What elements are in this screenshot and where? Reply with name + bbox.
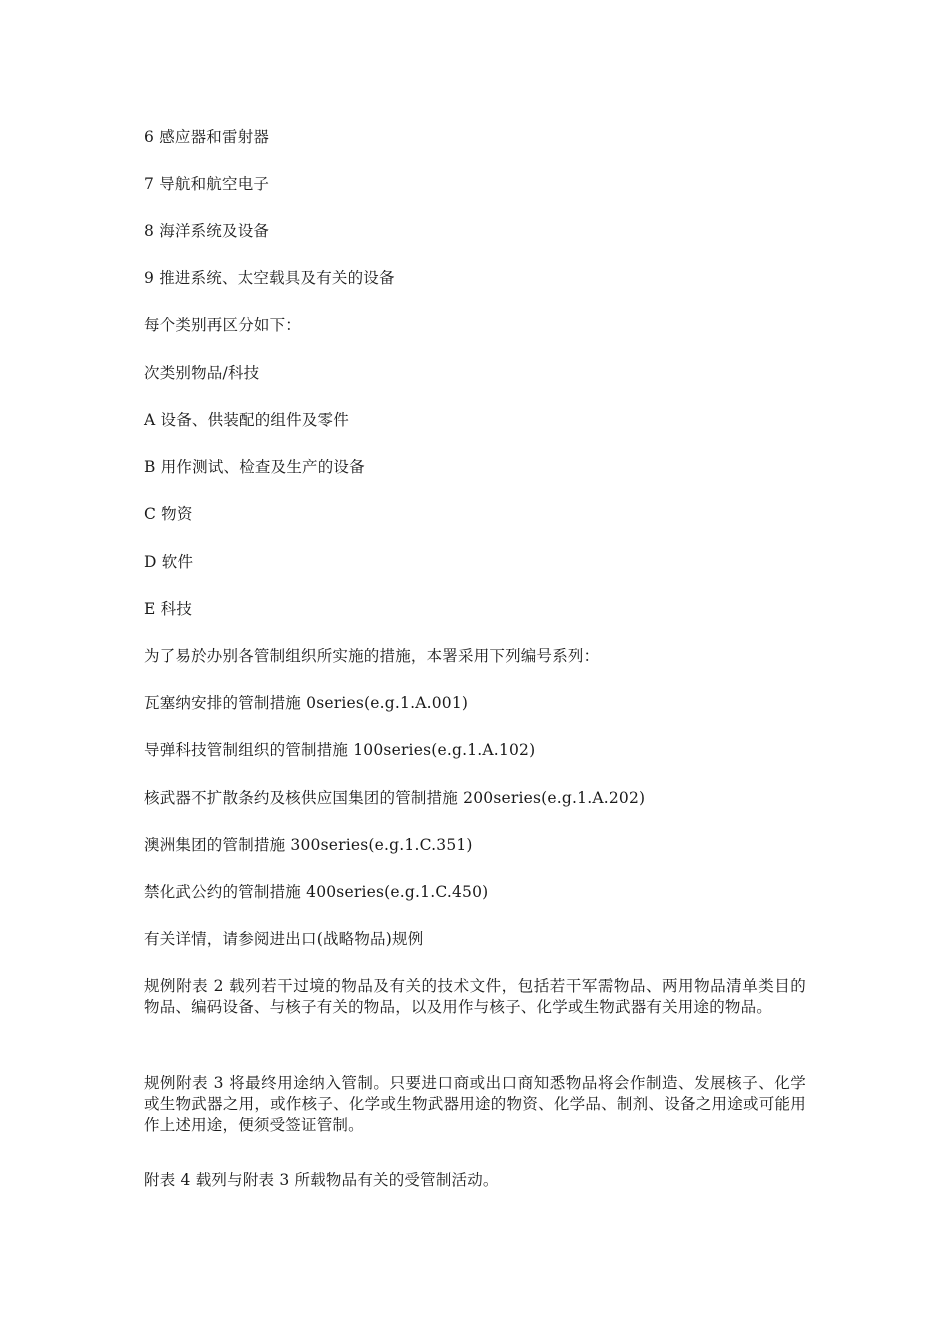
text-line: 有关详情，请参阅进出口(战略物品)规例 xyxy=(144,930,424,948)
text-line: 澳洲集团的管制措施 300series(e.g.1.C.351) xyxy=(144,836,473,854)
text-line: 禁化武公约的管制措施 400series(e.g.1.C.450) xyxy=(144,883,489,901)
paragraph-schedule-2: 规例附表 2 载列若干过境的物品及有关的技术文件，包括若干军需物品、两用物品清单类目的物品、编码设备、与核子有关的物品，以及用作与核子、化学或生物武器有关用途的物品。 xyxy=(144,977,806,1016)
text-line: B 用作测试、检查及生产的设备 xyxy=(144,458,365,476)
text-line: 次类别物品/科技 xyxy=(144,364,260,382)
text-line: 瓦塞纳安排的管制措施 0series(e.g.1.A.001) xyxy=(144,694,469,712)
text-line: C 物资 xyxy=(144,505,193,523)
text-line: 核武器不扩散条约及核供应国集团的管制措施 200series(e.g.1.A.202) xyxy=(144,789,646,807)
paragraph-schedule-3: 规例附表 3 将最终用途纳入管制。只要进口商或出口商知悉物品将会作制造、发展核子、化学或生物武器之用，或作核子、化学或生物武器用途的物资、化学品、制剂、设备之用途或可能用作上述用途，便须受签证管制。 xyxy=(144,1074,806,1134)
paragraph-schedule-4: 附表 4 载列与附表 3 所载物品有关的受管制活动。 xyxy=(144,1171,499,1189)
text-line: 为了易於办别各管制组织所实施的措施，本署采用下列编号系列： xyxy=(144,647,600,665)
text-line: E 科技 xyxy=(144,600,193,618)
text-line: D 软件 xyxy=(144,553,194,571)
text-line: 每个类别再区分如下： xyxy=(144,316,302,334)
text-line: 导弹科技管制组织的管制措施 100series(e.g.1.A.102) xyxy=(144,741,536,759)
text-line: 7 导航和航空电子 xyxy=(144,175,270,193)
text-line: 6 感应器和雷射器 xyxy=(144,128,270,146)
text-line: 9 推进系统、太空载具及有关的设备 xyxy=(144,269,395,287)
text-line: A 设备、供装配的组件及零件 xyxy=(144,411,349,429)
text-line: 8 海洋系统及设备 xyxy=(144,222,270,240)
